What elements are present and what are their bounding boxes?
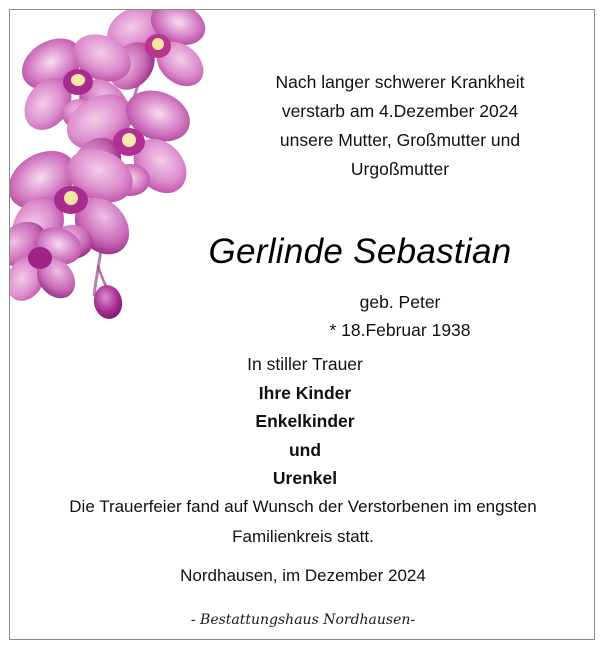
maiden-name: geb. Peter (359, 292, 441, 312)
ceremony-line-2: Familienkreis statt. (232, 527, 374, 546)
intro-text (210, 68, 590, 184)
intro-line-1: Nach langer schwerer Krankheit (275, 72, 525, 92)
intro-line-2: verstarb am 4.Dezember 2024 (281, 101, 519, 121)
funeral-home: - Bestattungshaus Nordhausen- (190, 612, 416, 628)
mourner-3: und (288, 439, 322, 460)
place-date: Nordhausen, im Dezember 2024 (180, 566, 426, 585)
deceased-name: Gerlinde Sebastian (208, 232, 512, 271)
intro-line-4: Urgoßmutter (350, 159, 450, 179)
intro-line-3: unsere Mutter, Großmutter und (279, 130, 521, 150)
mourner-4: Urenkel (272, 468, 338, 488)
mourning-intro: In stiller Trauer (247, 354, 363, 374)
ceremony-line-1: Die Trauerfeier fand auf Wunsch der Verstorbenen im engsten (69, 497, 537, 516)
orchid-flowers-decoration (10, 10, 225, 320)
mourners-block (120, 350, 490, 493)
deceased-details (210, 288, 590, 344)
mourner-1: Ihre Kinder (258, 382, 352, 403)
mourner-2: Enkelkinder (255, 411, 355, 431)
ceremony-note (28, 492, 578, 552)
birth-date: * 18.Februar 1938 (329, 320, 471, 340)
orchid-bud (91, 282, 125, 320)
obituary-card (9, 9, 595, 640)
